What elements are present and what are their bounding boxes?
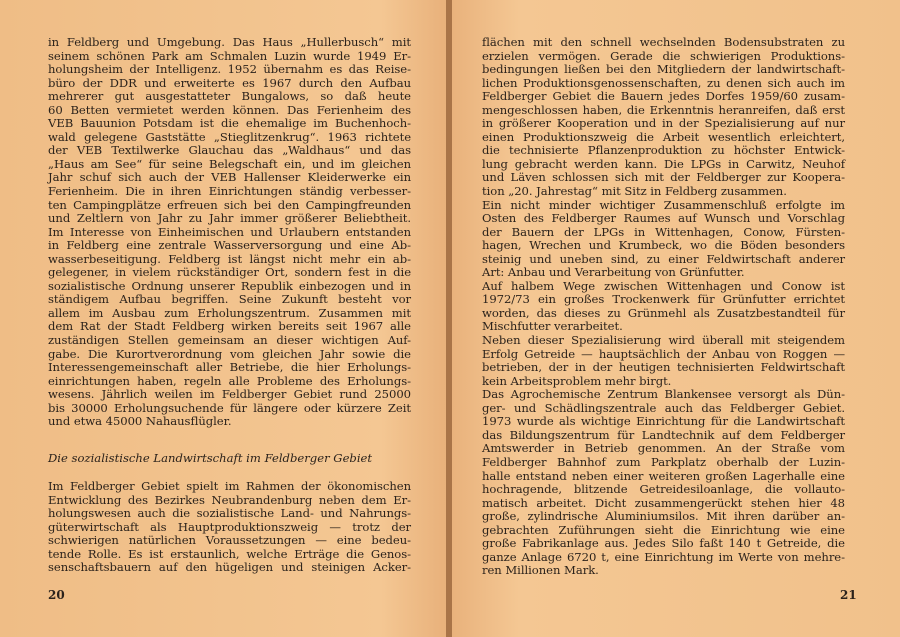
text-line: Erfolg Getreide — hauptsächlich der Anbau von Roggen — [482, 346, 845, 361]
text-line: Jahr schuf sich auch der VEB Hallenser Kleiderwerke ein [48, 170, 411, 185]
text-line: Entwicklung des Bezirkes Neubrandenburg neben dem Er- [48, 492, 411, 507]
text-line: ger- und Schädlingszentrale auch das Feldberger Gebiet. [482, 400, 845, 415]
text-line: ständigem Aufbau begriffen. Seine Zukunft besteht vor [48, 292, 411, 307]
left-paragraph-1 [48, 36, 411, 429]
text-line: steinig und uneben sind, zu einer Feldwirtschaft anderer [482, 251, 845, 266]
text-line: tende Rolle. Es ist erstaunlich, welche Erträge die Genos- [48, 546, 411, 561]
text-line: Amtswerder in Betrieb genommen. An der Straße vom [482, 441, 845, 456]
text-line: büro der DDR und erweiterte es 1967 durch den Aufbau [48, 75, 411, 90]
text-line: große, zylindrische Aluminiumsilos. Mit ihren darüber an- [482, 509, 845, 524]
text-line: der Bauern der LPGs in Wittenhagen, Conow, Fürsten- [482, 224, 845, 239]
text-line: „Haus am See“ für seine Belegschaft ein, und im gleichen [48, 156, 411, 171]
text-line: schwierigen natürlichen Voraussetzungen — eine bedeu- [48, 533, 411, 548]
text-line: in größerer Kooperation und in der Spezialisierung auf nur [482, 116, 845, 131]
left-paragraph-2 [48, 480, 411, 575]
text-line: und Läven schlossen sich mit der Feldberger zur Koopera- [482, 170, 845, 185]
text-line: erzielen vermögen. Gerade die schwierigen Produktions- [482, 48, 845, 63]
text-line: holungswesen auch die sozialistische Land- und Nahrungs- [48, 506, 411, 521]
text-line: große Fabrikanlage aus. Jedes Silo faßt 140 t Getreide, die [482, 536, 845, 551]
text-line: flächen mit den schnell wechselnden Bodensubstraten zu [482, 35, 845, 49]
section-heading: Die sozialistische Landwirtschaft im Feldberger Gebiet [48, 451, 373, 465]
text-line: Interessengemeinschaft aller Betriebe, die hier Erholungs- [48, 360, 411, 375]
text-line: halle entstand neben einer weiteren großen Lagerhalle eine [482, 468, 845, 483]
text-line: bedingungen ließen bei den Mitgliedern der landwirtschaft- [482, 62, 845, 77]
text-line: 1972/73 ein großes Trockenwerk für Grünfutter errichtet [482, 292, 845, 307]
text-line: lung gebracht werden kann. Die LPGs in Carwitz, Neuhof [482, 156, 845, 171]
text-line: Das Agrochemische Zentrum Blankensee versorgt als Dün- [482, 387, 845, 402]
text-line: in Feldberg eine zentrale Wasserversorgung und eine Ab- [48, 238, 411, 253]
text-line: einrichtungen haben, regeln alle Probleme des Erholungs- [48, 373, 411, 388]
text-line: mengeschlossen haben, die Erkenntnis heranreifen, daß erst [482, 102, 845, 117]
text-line: senschaftsbauern auf den hügeligen und steinigen Acker- [48, 560, 411, 575]
text-line: Art: Anbau und Verarbeitung von Grünfutter. [482, 265, 745, 280]
text-line: Feldberger Bahnhof zum Parkplatz oberhalb der Luzin- [482, 454, 845, 469]
text-line: sozialistische Ordnung unserer Republik einbezogen und in [48, 278, 411, 293]
text-line: tion „20. Jahrestag“ mit Sitz in Feldberg zusammen. [482, 184, 787, 199]
text-line: hagen, Wrechen und Krumbeck, wo die Böden besonders [482, 238, 845, 253]
text-line: dem Rat der Stadt Feldberg wirken bereits seit 1967 alle [48, 319, 411, 334]
text-line: 60 Betten vermietet werden können. Das Ferienheim des [48, 102, 411, 117]
text-line: und Zeltlern von Jahr zu Jahr immer größerer Beliebtheit. [48, 211, 411, 226]
text-line: Im Feldberger Gebiet spielt im Rahmen der ökonomischen [48, 479, 411, 493]
text-line: 1973 wurde als wichtige Einrichtung für die Landwirtschaft [482, 414, 845, 429]
text-line: ren Millionen Mark. [482, 563, 599, 578]
text-line: wesens. Jährlich weilen im Feldberger Gebiet rund 25000 [48, 387, 411, 402]
text-line: lichen Produktionsgenossenschaften, zu denen sich auch im [482, 75, 845, 90]
text-line: einen Produktionszweig die Arbeit wesentlich erleichtert, [482, 129, 845, 144]
text-line: hochragende, blitzende Getreidesiloanlage, die vollauto- [482, 482, 845, 497]
right-text-block [482, 36, 845, 578]
text-line: Mischfutter verarbeitet. [482, 319, 623, 334]
text-line: kein Arbeitsproblem mehr birgt. [482, 373, 672, 388]
text-line: seinem schönen Park am Schmalen Luzin wurde 1949 Er- [48, 48, 411, 63]
text-line: Ferienheim. Die in ihren Einrichtungen ständig verbesser- [48, 184, 411, 199]
text-line: allem im Ausbau zum Erholungszentrum. Zusammen mit [48, 305, 411, 320]
text-line: mehrerer gut ausgestatteter Bungalows, so daß heute [48, 89, 411, 104]
page-number-left: 20 [48, 588, 65, 602]
text-line: in Feldberg und Umgebung. Das Haus „Hullerbusch“ mit [48, 35, 411, 49]
text-line: Feldberger Gebiet die Bauern jedes Dorfes 1959/60 zusam- [482, 89, 845, 104]
text-line: das Bildungszentrum für Landtechnik auf dem Feldberger [482, 427, 845, 442]
text-line: worden, das dieses zu Grünmehl als Zusatzbestandteil für [482, 305, 845, 320]
text-line: wald gelegene Gaststätte „Stieglitzenkrug“. 1963 richtete [48, 129, 411, 144]
text-line: ganze Anlage 6720 t, eine Einrichtung im Werte von mehre- [482, 549, 845, 564]
text-line: güterwirtschaft als Hauptproduktionszweig — trotz der [48, 519, 411, 534]
text-line: VEB Bauunion Potsdam ist die ehemalige im Buchenhoch- [48, 116, 411, 131]
text-line: gelegener, in vielem rückständiger Ort, sondern fest in die [48, 265, 411, 280]
text-line: Im Interesse von Einheimischen und Urlaubern entstanden [48, 224, 411, 239]
page-number-right: 21 [840, 588, 857, 602]
text-line: die technisierte Pflanzenproduktion zu höchster Entwick- [482, 143, 845, 158]
text-line: ten Campingplätze erfreuen sich bei den Campingfreunden [48, 197, 411, 212]
text-line: holungsheim der Intelligenz. 1952 übernahm es das Reise- [48, 62, 411, 77]
right-page [452, 0, 900, 637]
text-line: der VEB Textilwerke Glauchau das „Waldhaus“ und das [48, 143, 411, 158]
text-line: wasserbeseitigung. Feldberg ist längst nicht mehr ein ab- [48, 251, 411, 266]
text-line: zuständigen Stellen gemeinsam an dieser wichtigen Auf- [48, 333, 411, 348]
text-line: gebrachten Zuführungen sieht die Einrichtung wie eine [482, 522, 845, 537]
text-line: Ein nicht minder wichtiger Zusammenschluß erfolgte im [482, 197, 845, 212]
text-line: bis 30000 Erholungsuchende für längere oder kürzere Zeit [48, 400, 411, 415]
text-line: Osten des Feldberger Raumes auf Wunsch und Vorschlag [482, 211, 845, 226]
text-line: Neben dieser Spezialisierung wird überall mit steigendem [482, 333, 845, 348]
left-page [0, 0, 448, 637]
text-line: und etwa 45000 Nahausflügler. [48, 414, 232, 429]
text-line: gabe. Die Kurortverordnung vom gleichen Jahr sowie die [48, 346, 411, 361]
text-line: matisch arbeitet. Dicht zusammengerückt stehen hier 48 [482, 495, 845, 510]
text-line: Auf halbem Wege zwischen Wittenhagen und Conow ist [482, 278, 845, 293]
text-line: betrieben, der in der heutigen technisierten Feldwirtschaft [482, 360, 845, 375]
